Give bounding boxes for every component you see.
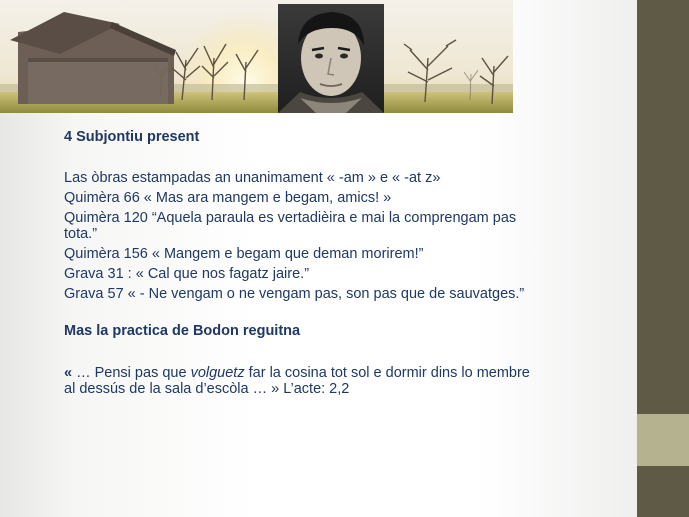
example-line: Quimèra 120 “Aquela paraula es vertadièira e mai la comprengam pas tota.” xyxy=(64,210,517,242)
quote-text-part2: far la cosina tot sol e dormir dins lo membre al dessús de la sala d’escòla … » L’acte: 2,2 xyxy=(64,365,530,397)
example-line: Grava 31 : « Cal que nos fagatz jaire.” xyxy=(64,266,310,282)
quote-text-part1: … Pensi pas que xyxy=(72,365,191,381)
slide-content xyxy=(64,128,544,412)
quote-open-mark: « xyxy=(64,365,73,381)
subsection-heading: Mas la practica de Bodon reguitna xyxy=(64,323,301,339)
side-band-accent xyxy=(637,414,689,466)
example-line: Quimèra 66 « Mas ara mangem e begam, amics! » xyxy=(64,190,392,206)
rural-landscape-and-portrait-photo-icon xyxy=(0,0,513,113)
quote-italic-word: volguetz xyxy=(190,365,245,381)
header-photo xyxy=(0,0,513,113)
example-line: Grava 57 « - Ne vengam o ne vengam pas, son pas que de sauvatges.” xyxy=(64,286,525,302)
quote-paragraph xyxy=(64,365,544,397)
decorative-side-band xyxy=(637,0,689,517)
example-line: Las òbras estampadas an unanimament « -am » e « -at z» xyxy=(64,170,441,186)
example-list xyxy=(64,170,544,302)
example-line: Quimèra 156 « Mangem e begam que deman morirem!” xyxy=(64,246,424,262)
section-heading: 4 Subjontiu present xyxy=(64,129,200,145)
